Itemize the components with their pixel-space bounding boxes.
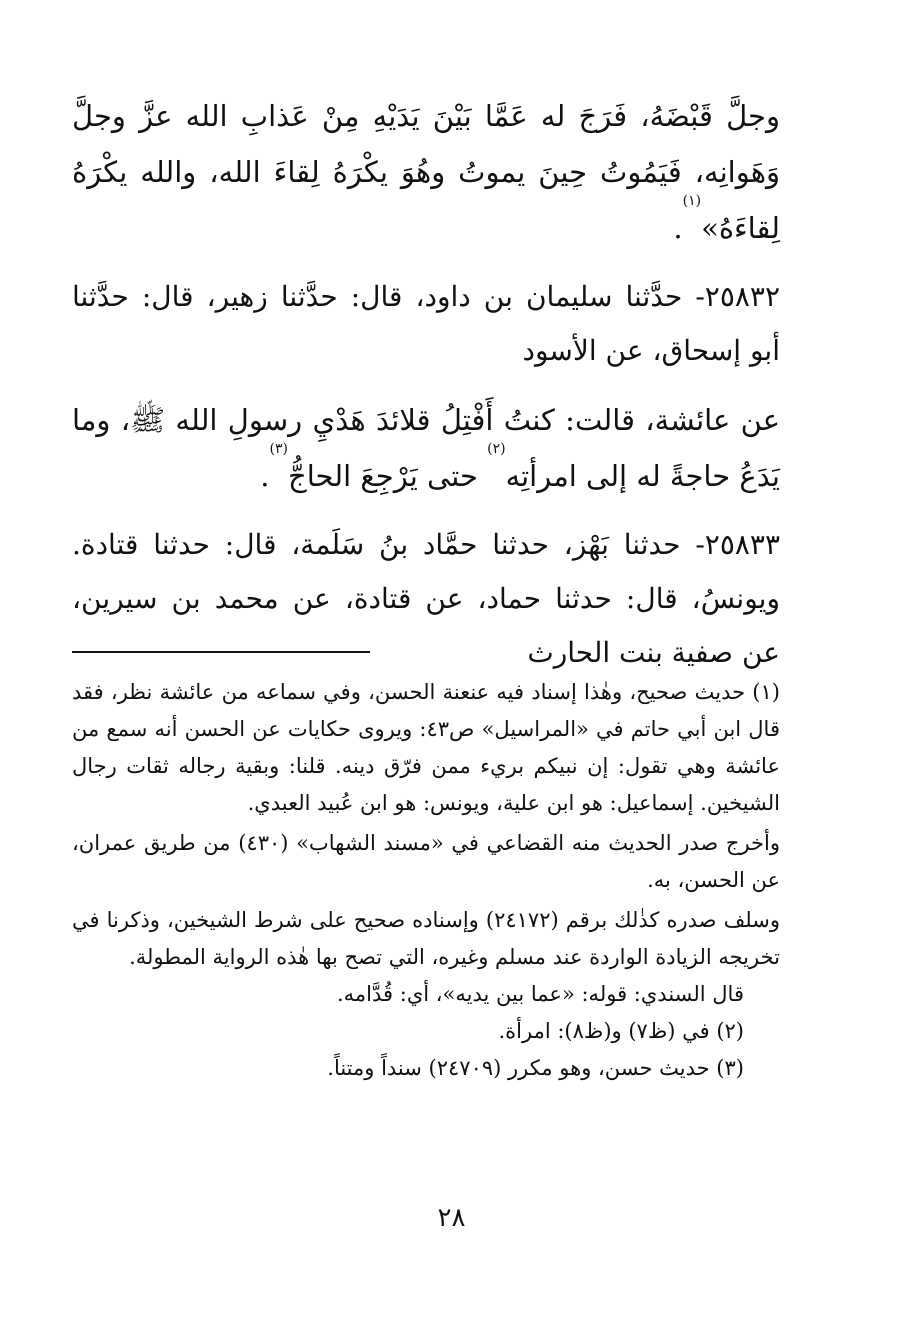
footnotes	[72, 674, 780, 1087]
footnote-ref-3: (٣)	[269, 441, 288, 457]
footnote-1-note: وسلف صدره كذٰلك برقم (٢٤١٧٢) وإسناده صحيح على شرط الشيخين، وذكرنا في تخريجه الزيادة الواردة عند مسلم وغيره، التي تصح بها هٰذه الرواية المطولة.	[72, 908, 780, 969]
hadith-text-a: عن عائشة، قالت: كنتُ أَفْتِلُ قلائدَ هَدْيِ رسولِ الله ﷺ، وما يَدَعُ حاجةً له إلى امرأتِه	[72, 403, 780, 493]
footnote-1-takhrij: وأخرج صدر الحديث منه القضاعي في «مسند الشهاب» (٤٣٠) من طريق عمران، عن الحسن، به.	[72, 831, 780, 892]
footnote-1: (١) حديث صحيح، وهٰذا إسناد فيه عنعنة الحسن، وفي سماعه من عائشة نظر، فقد قال ابن أبي حاتم في «المراسيل» ص٤٣: ويروى حكايات عن الحسن أنه سمع من عائشة وهي تقول: إن نبيكم بريء ممن فرّق دينه. قلنا: وبقية رجاله ثقات رجال الشيخين. إسماعيل: هو ابن علية، ويونس: هو ابن عُبيد العبدي.	[72, 680, 780, 815]
isnad-25833: ٢٥٨٣٣- حدثنا بَهْز، حدثنا حمَّاد بنُ سَلَمة، قال: حدثنا قتادة. ويونسُ، قال: حدثنا حماد، عن قتادة، عن محمد بن سيرين، عن صفية بنت الحارث	[72, 528, 780, 669]
footnote-ref-2: (٢)	[487, 441, 506, 457]
isnad-25832: ٢٥٨٣٢- حدَّثنا سليمان بن داود، قال: حدَّثنا زهير، قال: حدَّثنا أبو إسحاق، عن الأسود	[72, 280, 780, 367]
footnote-divider	[72, 651, 370, 653]
hadith-text-b: حتى يَرْجِعَ الحاجُّ	[287, 459, 488, 493]
period: .	[260, 459, 270, 493]
hadith-text: وجلَّ قَبْضَهُ، فَرَجَ له عَمَّا بَيْنَ يَدَيْهِ مِنْ عَذابِ الله عزَّ وجلَّ وَهَوانِه، فَيَمُوتُ حِينَ يموتُ وهُوَ يكْرَهُ لِقاءَ الله، والله يكْرَهُ لِقاءَهُ»	[72, 99, 780, 245]
paragraph-isnad-25832	[72, 270, 780, 378]
main-text	[72, 88, 780, 694]
page-number: ٢٨	[437, 1203, 466, 1233]
paragraph-isnad-25833	[72, 518, 780, 680]
footnote-1-sindi: قال السندي: قوله: «عما بين يديه»، أي: قُدَّامه.	[337, 982, 744, 1006]
footnote-2: (٢) في (ظ٧) و(ظ٨): امرأة.	[498, 1019, 744, 1043]
period: .	[673, 211, 683, 245]
paragraph-hadith-25832	[72, 392, 780, 504]
footnote-ref-1: (١)	[682, 193, 702, 209]
footnote-3: (٣) حديث حسن، وهو مكرر (٢٤٧٠٩) سنداً ومتناً.	[327, 1056, 744, 1080]
paragraph-hadith-end	[72, 88, 780, 256]
